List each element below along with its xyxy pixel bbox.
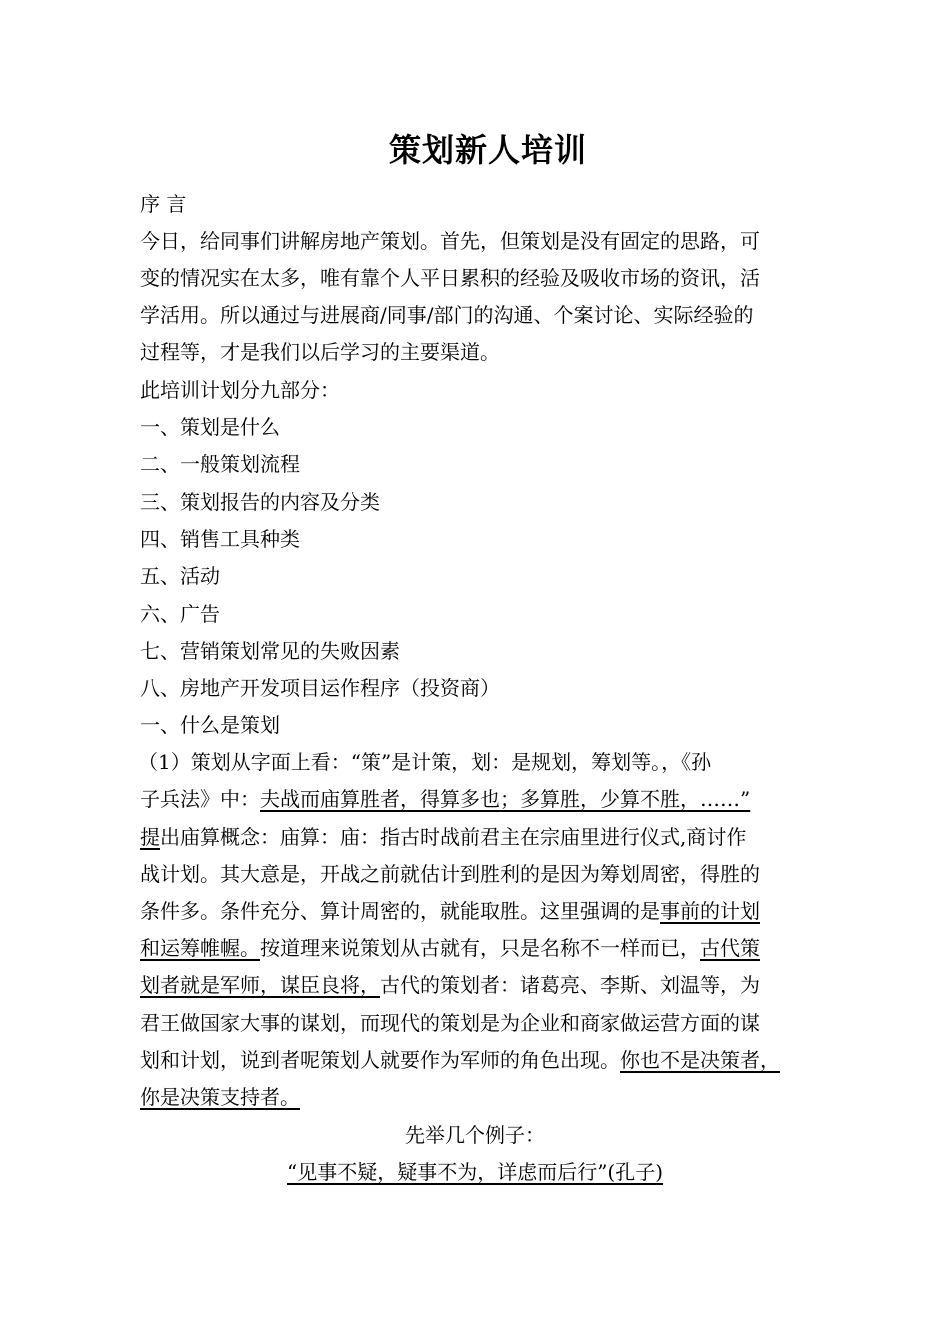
quote-line <box>0 1158 950 1186</box>
underlined-text: 划者就是军师，谋臣良将， <box>140 973 380 997</box>
toc-item: 七、营销策划常见的失败因素 <box>140 639 400 663</box>
paragraph-text: 划和计划，说到者呢策划人就要作为军师的角色出现。 <box>140 1048 620 1072</box>
paragraph-line <box>140 785 750 813</box>
section-heading: 一、什么是策划 <box>140 713 280 737</box>
paragraph-text: 古代的策划者：诸葛亮、李斯、刘温等，为 <box>380 973 760 997</box>
toc-item: 六、广告 <box>140 602 220 626</box>
toc-item: 二、一般策划流程 <box>140 452 300 476</box>
paragraph-line <box>140 971 760 999</box>
underlined-text: 你也不是决策者， <box>620 1048 780 1072</box>
underlined-text: 事前的计划 <box>660 899 760 923</box>
toc-item: 四、销售工具种类 <box>140 527 300 551</box>
underlined-quote: 夫战而庙算胜者，得算多也；多算胜，少算不胜，……” <box>260 787 751 811</box>
paragraph-line <box>140 897 760 925</box>
intro-line: 变的情况实在太多，唯有靠个人平日累积的经验及吸收市场的资讯，活 <box>140 266 760 290</box>
underlined-text: 古代策 <box>700 936 760 960</box>
toc-item: 八、房地产开发项目运作程序（投资商） <box>140 676 500 700</box>
underlined-text: 提 <box>140 825 160 849</box>
paragraph-line <box>140 1083 300 1111</box>
underlined-text: 你是决策支持者。 <box>140 1085 300 1109</box>
paragraph-text: 子兵法》中： <box>140 787 260 811</box>
toc-item: 五、活动 <box>140 564 220 588</box>
confucius-quote: “见事不疑，疑事不为，详虑而后行”(孔子) <box>286 1160 664 1184</box>
paragraph-line <box>140 1046 780 1074</box>
intro-line: 学活用。所以通过与进展商/同事/部门的沟通、个案讨论、实际经验的 <box>140 303 754 327</box>
paragraph-line: （1）策划从字面上看：“策”是计策，划：是规划，筹划等。，《孙 <box>138 750 712 774</box>
examples-intro: 先举几个例子： <box>405 1123 545 1147</box>
paragraph-text: 条件多。条件充分、算计周密的，就能取胜。这里强调的是 <box>140 899 660 923</box>
paragraph-line: 君王做国家大事的谋划，而现代的策划是为企业和商家做运营方面的谋 <box>140 1011 760 1035</box>
preface-heading: 序 言 <box>140 192 187 216</box>
paragraph-line <box>140 823 746 851</box>
plan-intro: 此培训计划分九部分： <box>140 378 340 402</box>
paragraph-line <box>140 934 760 962</box>
intro-line: 今日，给同事们讲解房地产策划。首先，但策划是没有固定的思路，可 <box>140 229 760 253</box>
underlined-text: 和运筹帷幄。 <box>140 936 260 960</box>
paragraph-line: 战计划。其大意是，开战之前就估计到胜利的是因为筹划周密，得胜的 <box>140 862 760 886</box>
intro-line: 过程等，才是我们以后学习的主要渠道。 <box>140 340 500 364</box>
paragraph-text: 出庙算概念：庙算：庙：指古时战前君主在宗庙里进行仪式,商讨作 <box>160 825 747 849</box>
document-title: 策划新人培训 <box>388 131 587 169</box>
toc-item: 三、策划报告的内容及分类 <box>140 490 380 514</box>
toc-item: 一、策划是什么 <box>140 415 280 439</box>
paragraph-text: 按道理来说策划从古就有，只是名称不一样而已， <box>260 936 700 960</box>
